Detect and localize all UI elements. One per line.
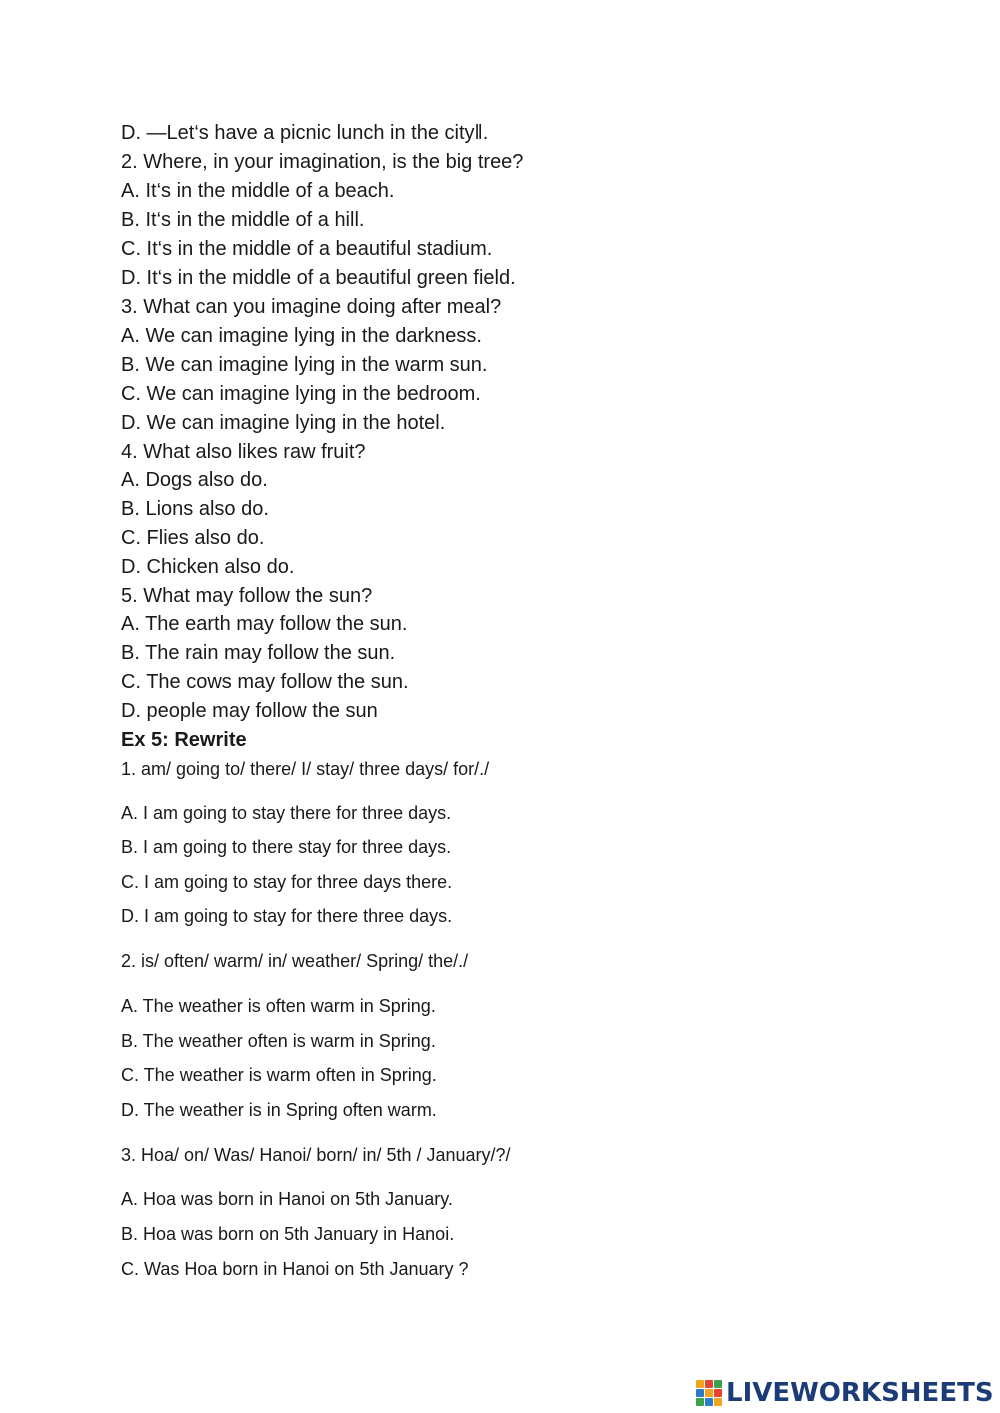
answer-option: B. Lions also do. [121, 498, 269, 520]
rewrite-option: C. The weather is warm often in Spring. [121, 1065, 437, 1085]
rewrite-option: D. I am going to stay for there three days. [121, 906, 453, 926]
rewrite-option: C. I am going to stay for three days there. [121, 872, 453, 892]
answer-option: C. The cows may follow the sun. [121, 671, 409, 693]
rewrite-option: A. Hoa was born in Hanoi on 5th January. [121, 1189, 453, 1209]
logo-text: LIVEWORKSHEETS [726, 1378, 994, 1408]
answer-option: A. The earth may follow the sun. [121, 613, 408, 635]
answer-option: A. We can imagine lying in the darkness. [121, 325, 482, 347]
liveworksheets-logo-icon [696, 1380, 722, 1406]
answer-option: D. people may follow the sun [121, 700, 378, 722]
answer-option: D. Chicken also do. [121, 556, 295, 578]
question-text: D. ―Let‘s have a picnic lunch in the city‖. [121, 122, 489, 144]
answer-option: C. We can imagine lying in the bedroom. [121, 383, 481, 405]
rewrite-prompt: 3. Hoa/ on/ Was/ Hanoi/ born/ in/ 5th / January/?/ [121, 1145, 511, 1165]
question-text: 4. What also likes raw fruit? [121, 441, 366, 463]
answer-option: B. It‘s in the middle of a hill. [121, 209, 365, 231]
answer-option: C. It‘s in the middle of a beautiful stadium. [121, 238, 493, 260]
rewrite-option: B. I am going to there stay for three days. [121, 837, 452, 857]
rewrite-prompt: 1. am/ going to/ there/ I/ stay/ three days/ for/./ [121, 759, 490, 779]
rewrite-option: D. The weather is in Spring often warm. [121, 1100, 437, 1120]
answer-option: A. It‘s in the middle of a beach. [121, 180, 395, 202]
answer-option: B. We can imagine lying in the warm sun. [121, 354, 488, 376]
rewrite-option: C. Was Hoa born in Hanoi on 5th January ? [121, 1259, 469, 1279]
rewrite-prompt: 2. is/ often/ warm/ in/ weather/ Spring/ the/./ [121, 951, 469, 971]
rewrite-option: B. Hoa was born on 5th January in Hanoi. [121, 1224, 455, 1244]
rewrite-option: B. The weather often is warm in Spring. [121, 1031, 436, 1051]
answer-option: D. It‘s in the middle of a beautiful green field. [121, 267, 516, 289]
rewrite-option: A. I am going to stay there for three days. [121, 803, 452, 823]
answer-option: C. Flies also do. [121, 527, 265, 549]
rewrite-option: A. The weather is often warm in Spring. [121, 996, 436, 1016]
question-text: 3. What can you imagine doing after meal? [121, 296, 502, 318]
answer-option: B. The rain may follow the sun. [121, 642, 396, 664]
question-text: 5. What may follow the sun? [121, 585, 373, 607]
answer-option: A. Dogs also do. [121, 469, 268, 491]
question-text: 2. Where, in your imagination, is the big tree? [121, 151, 524, 173]
exercise-heading: Ex 5: Rewrite [121, 729, 247, 751]
liveworksheets-logo [696, 1376, 994, 1410]
answer-option: D. We can imagine lying in the hotel. [121, 412, 446, 434]
